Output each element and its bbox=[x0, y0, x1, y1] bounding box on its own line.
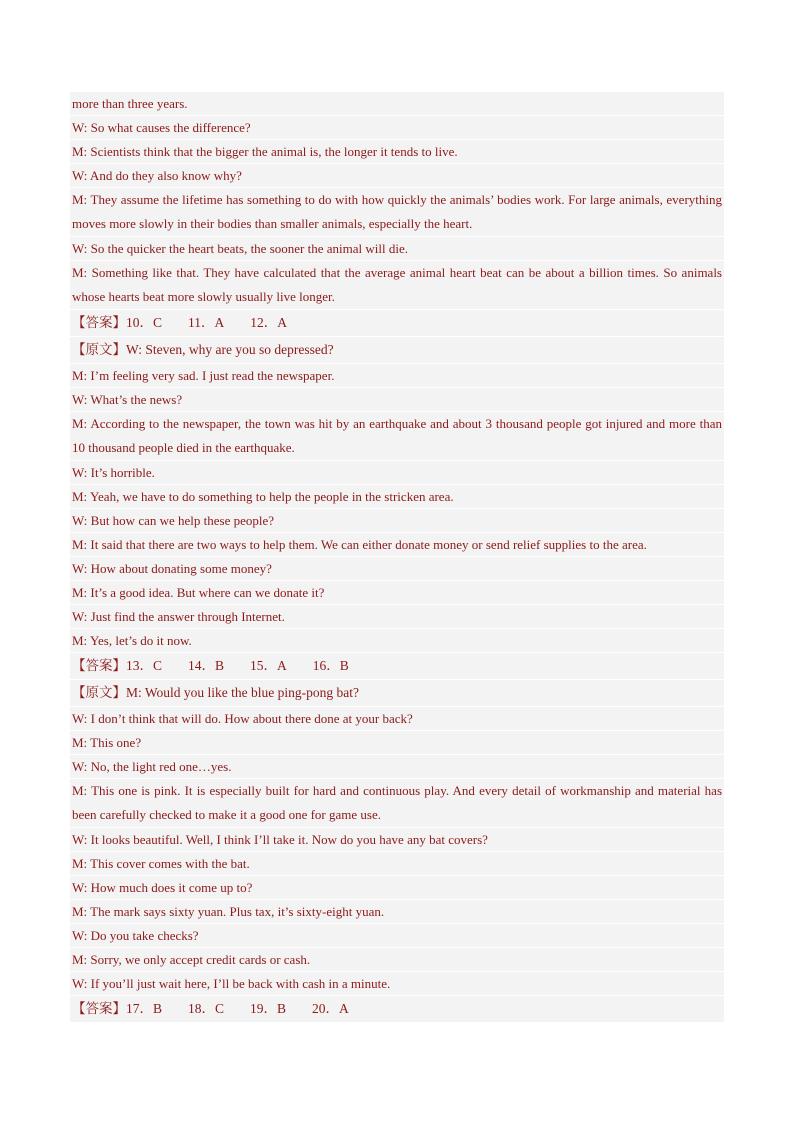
dialogue-line: M: Something like that. They have calculated that the average animal heart beat can be about a billion times. So animals whose hearts beat more slowly usually live longer. bbox=[70, 261, 724, 310]
answer-item: 20．A bbox=[312, 1001, 349, 1016]
answer-item: 18．C bbox=[188, 1001, 225, 1016]
answer-item: 11．A bbox=[188, 315, 225, 330]
dialogue-line: W: But how can we help these people? bbox=[70, 509, 724, 533]
answer-item: 13．C bbox=[126, 658, 163, 673]
answer-item: 19．B bbox=[250, 1001, 287, 1016]
dialogue-line: M: According to the newspaper, the town was hit by an earthquake and about 3 thousand people got injured and more than 10 thousand people died in the earthquake. bbox=[70, 412, 724, 461]
dialogue-line: W: What’s the news? bbox=[70, 388, 724, 412]
answer-item: 16．B bbox=[312, 658, 349, 673]
transcript-tag: 【原文】 bbox=[72, 342, 126, 357]
answer-tag: 【答案】 bbox=[72, 1001, 126, 1016]
dialogue-line: M: It’s a good idea. But where can we donate it? bbox=[70, 581, 724, 605]
dialogue-line: W: It looks beautiful. Well, I think I’ll take it. Now do you have any bat covers? bbox=[70, 828, 724, 852]
answer-item: 10．C bbox=[126, 315, 163, 330]
dialogue-line: M: Scientists think that the bigger the animal is, the longer it tends to live. bbox=[70, 140, 724, 164]
document-body bbox=[70, 92, 724, 1023]
transcript-start-line bbox=[70, 680, 724, 707]
answer-item: 17．B bbox=[126, 1001, 163, 1016]
dialogue-line: M: It said that there are two ways to help them. We can either donate money or send relief supplies to the area. bbox=[70, 533, 724, 557]
dialogue-line: W: I don’t think that will do. How about there done at your back? bbox=[70, 707, 724, 731]
dialogue-text: M: Would you like the blue ping-pong bat? bbox=[126, 685, 360, 700]
dialogue-line: M: The mark says sixty yuan. Plus tax, it’s sixty-eight yuan. bbox=[70, 900, 724, 924]
dialogue-line: W: Just find the answer through Internet. bbox=[70, 605, 724, 629]
dialogue-line: W: If you’ll just wait here, I’ll be back with cash in a minute. bbox=[70, 972, 724, 996]
dialogue-line: M: Yes, let’s do it now. bbox=[70, 629, 724, 653]
dialogue-line: W: How about donating some money? bbox=[70, 557, 724, 581]
dialogue-line: more than three years. bbox=[70, 92, 724, 116]
dialogue-line: M: They assume the lifetime has something to do with how quickly the animals’ bodies work. For large animals, everything moves more slowly in their bodies than smaller animals, especially the heart. bbox=[70, 188, 724, 237]
answer-key-line bbox=[70, 996, 724, 1023]
transcript-start-line bbox=[70, 337, 724, 364]
answer-item: 15．A bbox=[250, 658, 287, 673]
dialogue-line: W: So the quicker the heart beats, the sooner the animal will die. bbox=[70, 237, 724, 261]
dialogue-text: W: Steven, why are you so depressed? bbox=[126, 342, 334, 357]
dialogue-line: M: This cover comes with the bat. bbox=[70, 852, 724, 876]
dialogue-line: W: No, the light red one…yes. bbox=[70, 755, 724, 779]
answer-tag: 【答案】 bbox=[72, 315, 126, 330]
dialogue-line: W: How much does it come up to? bbox=[70, 876, 724, 900]
answer-key-line bbox=[70, 310, 724, 337]
answer-tag: 【答案】 bbox=[72, 658, 126, 673]
transcript-tag: 【原文】 bbox=[72, 685, 126, 700]
dialogue-line: M: This one? bbox=[70, 731, 724, 755]
dialogue-line: W: It’s horrible. bbox=[70, 461, 724, 485]
answer-item: 14．B bbox=[188, 658, 225, 673]
dialogue-line: M: Sorry, we only accept credit cards or cash. bbox=[70, 948, 724, 972]
answer-key-line bbox=[70, 653, 724, 680]
dialogue-line: W: Do you take checks? bbox=[70, 924, 724, 948]
dialogue-line: M: Yeah, we have to do something to help the people in the stricken area. bbox=[70, 485, 724, 509]
answer-item: 12．A bbox=[250, 315, 288, 330]
dialogue-line: W: So what causes the difference? bbox=[70, 116, 724, 140]
dialogue-line: W: And do they also know why? bbox=[70, 164, 724, 188]
dialogue-line: M: I’m feeling very sad. I just read the newspaper. bbox=[70, 364, 724, 388]
dialogue-line: M: This one is pink. It is especially built for hard and continuous play. And every detail of workmanship and material has been carefully checked to make it a good one for game use. bbox=[70, 779, 724, 828]
